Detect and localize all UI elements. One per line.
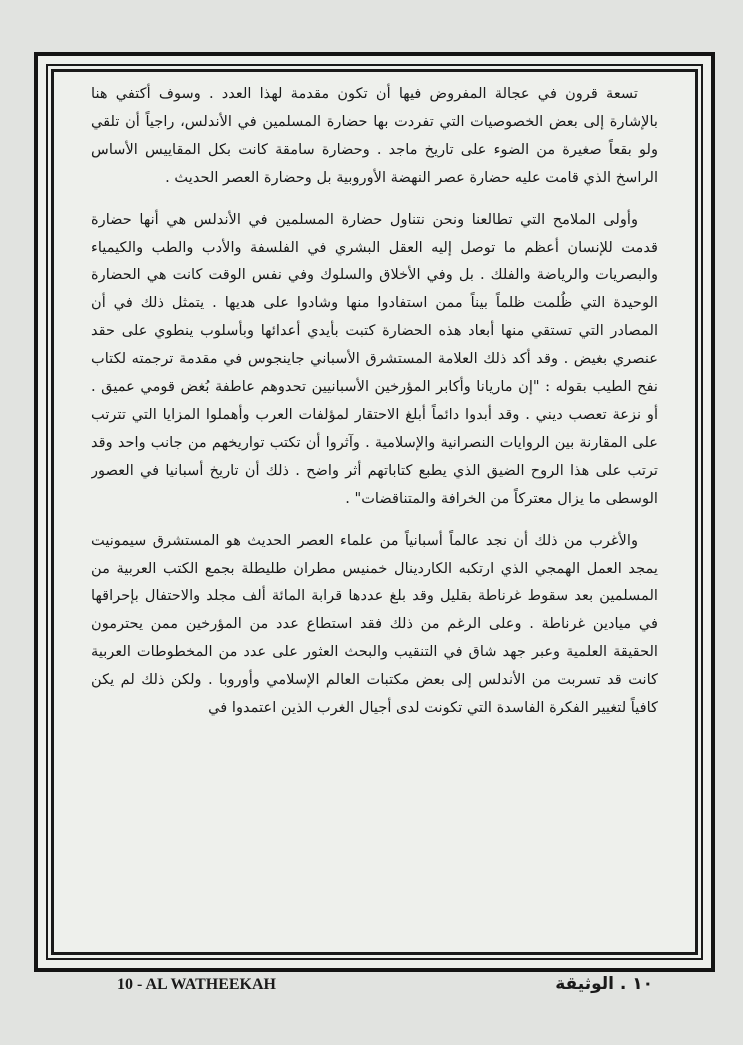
article-body [91,80,658,928]
paragraph-3: والأغرب من ذلك أن نجد عالماً أسبانياً من علماء العصر الحديث هو المستشرق سيمونيت يمجد العمل الهمجي الذي ارتكبه الكاردينال خمنيس مطران طليطلة بجمع الكتب العربية من المسلمين بعد سقوط غرناطة بقليل وقد بلغ عددها قرابة المائة ألف مجلد والاحتفال بإحراقها في ميادين غرناطة . وعلى الرغم من ذلك فقد استطاع عدد من المؤرخين ممن يحترمون الحقيقة العلمية وعبر جهد شاق في التنقيب والبحث العثور على عدد من المخطوطات العربية كانت قد تسربت من الأندلس إلى بعض مكتبات العالم الإسلامي وأوروبا . ولكن ذلك لم يكن كافياً لتغيير الفكرة الفاسدة التي تكونت لدى أجيال الغرب الذين اعتمدوا في [91,531,658,717]
paragraph-1: تسعة قرون في عجالة المفروض فيها أن تكون مقدمة لهذا العدد . وسوف أكتفي هنا بالإشارة إلى بعض الخصوصيات التي تفردت بها حضارة المسلمين في الأندلس، راجياً أن تلقي ولو بقعاً صغيرة من الضوء على تاريخ ماجد . وحضارة سامقة كانت بكل المقاييس الأساس الراسخ الذي قامت عليه حضارة عصر النهضة الأوروبية بل وحضارة العصر الحديث . [91,85,658,186]
page-frame-outer [34,52,715,972]
paragraph-2: وأولى الملامح التي تطالعنا ونحن نتناول حضارة المسلمين في الأندلس هي أنها حضارة قدمت للإنسان أعظم ما توصل إليه العقل البشري في الفلسفة والأدب والطب والكيمياء والبصريات والرياضة والفلك . بل وفي الأخلاق والسلوك وفي نفس الوقت كانت هي الحضارة الوحيدة التي ظُلمت ظلماً بيناً ممن استفادوا منها وشادوا على هديها . يتمثل ذلك في أن المصادر التي تستقي منها أبعاد هذه الحضارة كتبت بأيدي أعدائها وبأسلوب ينطوي على حقد عنصري بغيض . وقد أكد ذلك العلامة المستشرق الأسباني جاينجوس في مقدمة ترجمته لكتاب نفح الطيب بقوله : "إن ماريانا وأكابر المؤرخين الأسبانيين تحدوهم عاطفة بُغض قومي عميق . أو نزعة تعصب ديني . وقد أبدوا دائماً أبلغ الاحتقار لمؤلفات العرب وأهملوا المزايا التي تترتب على المقارنة بين الروايات النصرانية والإسلامية . وآثروا أن تكتب تواريخهم من جانب واحد وقد ترتب على هذا الروح الضيق الذي يطبع كتاباتهم أثر واضح . ذلك أن تاريخ أسبانيا في العصور الوسطى ما يزال معتركاً من الخرافة والمتناقضات" . [91,210,658,507]
footer-page-label-arabic: ١٠ . الوثيقة [555,974,653,994]
footer-page-label-english: 10 - AL WATHEEKAH [117,976,276,993]
